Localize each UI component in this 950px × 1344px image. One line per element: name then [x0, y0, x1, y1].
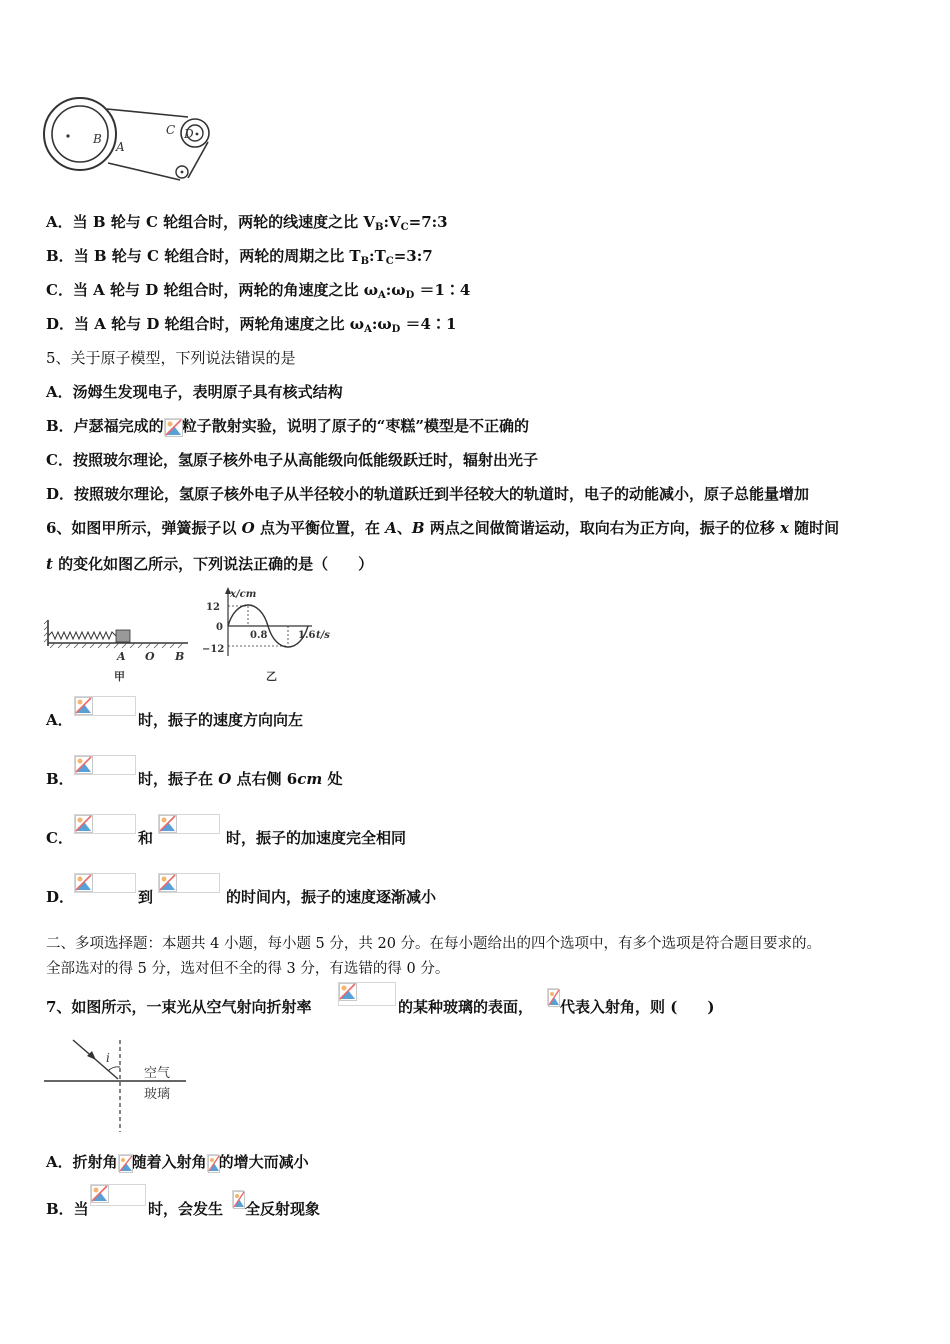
formula-image-icon	[74, 755, 136, 775]
svg-text:B: B	[93, 132, 102, 146]
pulley-figure	[40, 92, 220, 192]
alpha-symbol-image-icon	[164, 418, 182, 436]
q5-option-c: C．按照玻尔理论，氢原子核外电子从高能级向低能级跃迁时，辐射出光子	[46, 451, 538, 469]
angle-symbol-image-icon	[547, 988, 559, 1006]
q4-option-d: D．当 A 轮与 D 轮组合时，两轮角速度之比 $\omega_A:\omega_D$ ＝4∶1	[46, 315, 457, 335]
section2-heading-line2: 全部选对的得 5 分，选对但不全的得 3 分，有选错的得 0 分。	[46, 961, 450, 977]
q4-option-a: A．当 B 轮与 C 轮组合时，两轮的线速度之比 $V_B:V_C=7:3$	[46, 213, 448, 233]
point-a-label: A	[117, 650, 126, 663]
spring-oscillator-figure	[42, 588, 192, 683]
q5-option-d: D．按照玻尔理论，氢原子核外电子从半径较小的轨道跃迁到半径较大的轨道时，电子的动能减小，原子总能量增加	[46, 485, 810, 503]
q7-option-a: A．折射角 随着入射角 的增大而减小	[46, 1153, 309, 1171]
point-o-label: O	[145, 650, 155, 663]
formula-image-icon	[74, 873, 136, 893]
incident-angle-label: i	[106, 1051, 110, 1065]
q6-stem-line2: t 的变化如图乙所示，下列说法正确的是（ ）	[46, 555, 374, 573]
q4-option-b: B．当 B 轮与 C 轮组合时，两轮的周期之比 $T_B:T_C=3:7$	[46, 247, 433, 267]
svg-text:A: A	[116, 140, 125, 154]
q5-option-a: A．汤姆生发现电子，表明原子具有核式结构	[46, 383, 343, 401]
angle-symbol-image-icon	[118, 1154, 132, 1172]
svg-text:C: C	[166, 123, 176, 137]
formula-image-icon	[90, 1184, 146, 1206]
formula-image-icon	[158, 873, 220, 893]
q5-stem: 5、关于原子模型，下列说法错误的是	[46, 349, 296, 367]
refraction-figure	[40, 1036, 190, 1136]
x-tick-1-6: 1.6	[298, 630, 316, 641]
y-tick-neg12: −12	[202, 644, 225, 655]
angle-symbol-image-icon	[207, 1154, 219, 1172]
y-tick-0: 0	[216, 622, 223, 633]
formula-image-icon	[338, 982, 396, 1006]
formula-image-icon	[158, 814, 220, 834]
x-axis-label: t/s	[316, 630, 330, 641]
x-tick-0-8: 0.8	[250, 630, 268, 641]
y-axis-label: x/cm	[230, 589, 257, 600]
section2-heading-line1: 二、多项选择题：本题共 4 小题，每小题 5 分，共 20 分。在每小题给出的四个选项中，有多个选项是符合题目要求的。	[46, 936, 822, 952]
figure-jia-caption: 甲	[114, 670, 125, 683]
svg-text:D: D	[184, 127, 194, 141]
formula-image-icon	[74, 696, 136, 716]
air-label: 空气	[144, 1066, 171, 1081]
point-b-label: B	[175, 650, 185, 663]
q5-option-b: B．卢瑟福完成的 粒子散射实验，说明了原子的“枣糕”模型是不正确的	[46, 417, 529, 435]
displacement-time-graph	[200, 586, 340, 686]
formula-image-icon	[74, 814, 136, 834]
glass-label: 玻璃	[144, 1087, 171, 1102]
angle-symbol-image-icon	[232, 1190, 244, 1208]
q4-option-c: C．当 A 轮与 D 轮组合时，两轮的角速度之比 $\omega_A:\omega_D$ ＝1∶4	[46, 281, 471, 301]
y-tick-12: 12	[206, 602, 220, 613]
q6-stem-line1: 6、如图甲所示，弹簧振子以 O 点为平衡位置，在 A、B 两点之间做简谐运动，取向右为正方向，振子的位移 x 随时间	[46, 519, 840, 537]
figure-yi-caption: 乙	[266, 670, 277, 683]
